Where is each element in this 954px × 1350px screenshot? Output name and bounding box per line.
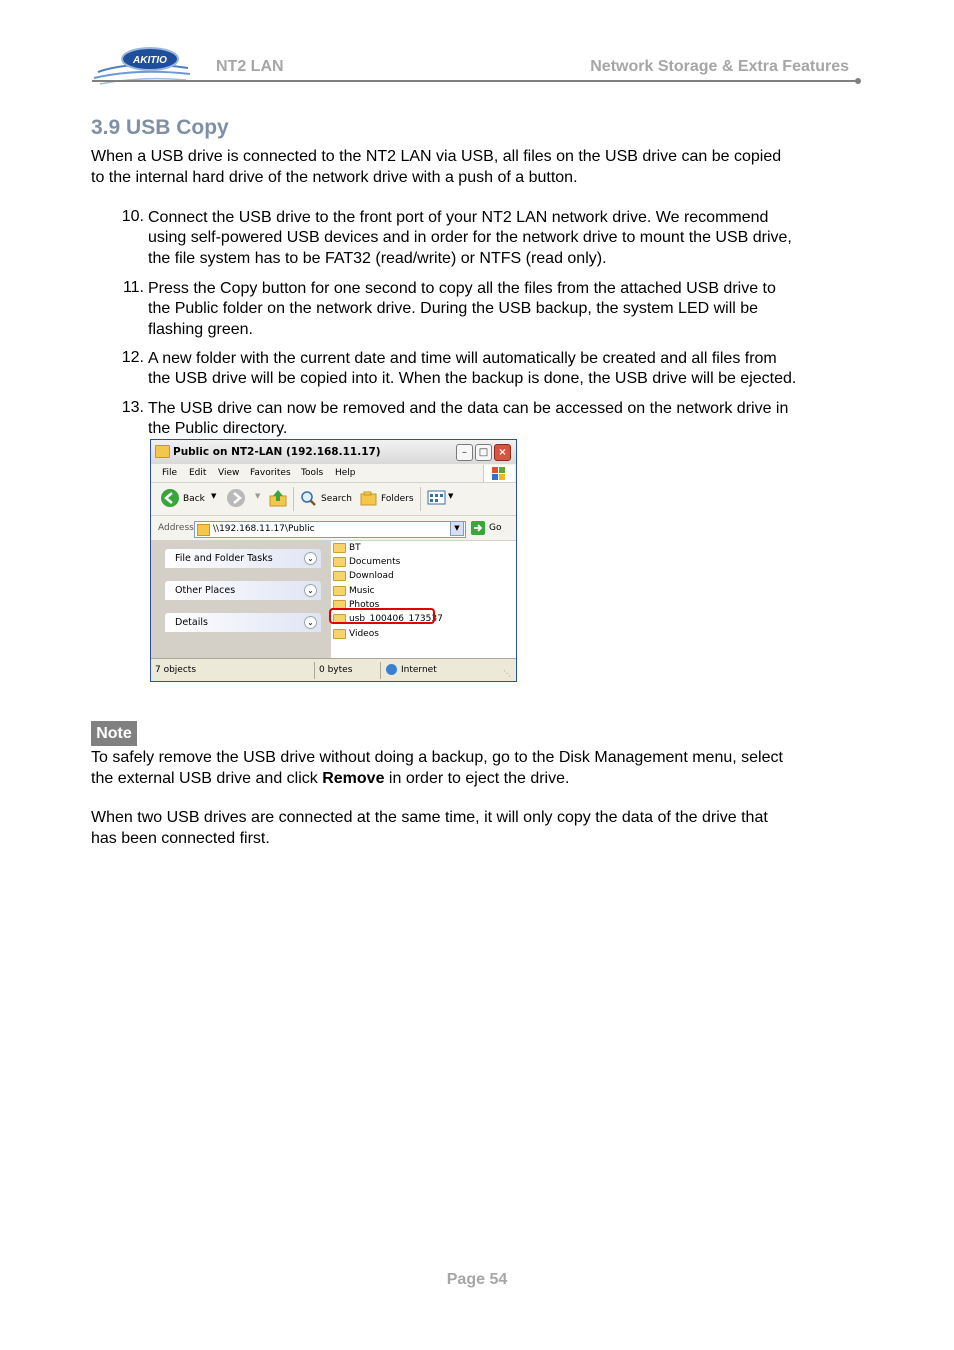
highlight-circle [329,608,435,624]
chevron-down-icon[interactable]: ⌄ [304,616,317,629]
list-item[interactable] [333,541,361,555]
intro-line: When a USB drive is connected to the NT2 LAN via USB, all files on the USB drive can be copied [91,148,782,165]
folder-icon [333,571,346,581]
file-name: Download [349,571,394,581]
address-value: \\192.168.11.17\Public [213,524,315,534]
step-line: The USB drive can now be removed and the data can be accessed on the network drive in [148,400,789,417]
file-name: Music [349,586,375,596]
address-dropdown-icon[interactable]: ▼ [450,521,464,536]
file-name: BT [349,543,361,553]
task-label: Details [175,617,208,628]
toolbar-separator [420,487,421,511]
chevron-down-icon[interactable]: ⌄ [304,552,317,565]
logo-text: AKITIO [133,55,167,66]
file-name: Videos [349,629,379,639]
section-title: 3.9 USB Copy [91,116,229,139]
globe-icon [386,664,397,675]
file-name: Documents [349,557,401,567]
note-line: When two USB drives are connected at the same time, it will only copy the data of the drive that [91,809,768,826]
views-dropdown-icon[interactable]: ▼ [448,492,454,500]
menu-view[interactable]: View [218,468,240,478]
folder-icon [333,543,346,553]
folders-icon[interactable] [359,489,379,507]
list-item[interactable] [333,584,375,598]
step-line: flashing green. [148,320,253,338]
header [0,0,954,100]
note-line [91,769,881,790]
resize-grip-icon[interactable]: ⋱ [503,669,511,678]
header-section: Network Storage & Extra Features [590,58,849,75]
menu-file[interactable]: File [162,468,178,478]
task-other-places[interactable] [165,581,321,600]
intro-paragraph [91,147,871,188]
step-number: 13. [121,399,144,416]
step-line: Press the Copy button for one second to copy all the files from the attached USB drive to [148,280,776,297]
menu-tools[interactable]: Tools [301,468,324,478]
status-divider [380,662,381,679]
task-details[interactable] [165,613,321,632]
back-arrow-icon[interactable] [161,489,179,507]
task-label: File and Folder Tasks [175,553,273,564]
menu-favorites[interactable]: Favorites [250,468,291,478]
step-line: the Public folder on the network drive. During the USB backup, the system LED will be [148,300,759,318]
step-line: the file system has to be FAT32 (read/write) or NTFS (read only). [148,249,607,267]
list-item[interactable] [333,569,394,583]
windows-flag-icon [483,465,514,482]
go-button-label[interactable]: Go [489,523,502,533]
step-number: 10. [121,208,144,225]
menu-bar [151,464,516,483]
search-button-label[interactable]: Search [321,494,352,504]
menu-edit[interactable]: Edit [189,468,207,478]
forward-arrow-icon[interactable] [227,489,245,507]
minimize-button[interactable]: – [456,444,473,461]
go-arrow-icon[interactable] [471,521,485,535]
views-icon[interactable] [427,490,447,506]
network-folder-icon [197,524,210,536]
step-number: 11. [122,279,144,296]
status-size: 0 bytes [319,665,353,675]
chevron-down-icon[interactable]: ⌄ [304,584,317,597]
title-bar [151,440,516,465]
step-line: the USB drive will be copied into it. When the backup is done, the USB drive will be ejected. [148,370,797,388]
step-text [148,399,868,440]
status-zone: Internet [401,665,437,675]
folder-icon [333,557,346,567]
status-divider [314,662,315,679]
remove-keyword: Remove [322,769,385,787]
forward-dropdown-icon[interactable]: ▼ [255,492,261,500]
task-pane [151,541,331,658]
step-line: using self-powered USB devices and in order for the network drive to mount the USB drive, [148,229,792,247]
task-file-and-folder[interactable] [165,549,321,568]
file-name: Photos [349,600,380,610]
address-bar [151,516,516,541]
step-text [148,208,868,269]
step-text [148,349,888,390]
folders-button-label[interactable]: Folders [381,494,414,504]
toolbar-separator [293,487,294,511]
folder-icon [333,629,346,639]
note-line: To safely remove the USB drive without doing a backup, go to the Disk Management menu, select [91,749,783,766]
note-paragraph-1 [91,748,881,789]
task-label: Other Places [175,585,236,596]
window-title: Public on NT2-LAN (192.168.11.17) [173,446,381,458]
note-line: has been connected first. [91,829,270,847]
step-line: Connect the USB drive to the front port of your NT2 LAN network drive. We recommend [148,209,769,226]
note-badge: Note [91,721,137,746]
address-input[interactable] [194,521,466,538]
list-item[interactable] [333,627,379,641]
explorer-window [150,439,517,682]
status-bar [151,658,516,682]
note-text: in order to eject the drive. [384,769,570,787]
search-icon[interactable] [299,489,317,507]
step-number: 12. [121,349,144,366]
maximize-button[interactable]: □ [475,444,492,461]
note-text: the external USB drive and click [91,769,323,787]
file-name: usb_100406_173537 [349,614,443,624]
address-label: Address [158,523,194,533]
header-product: NT2 LAN [216,58,284,75]
intro-line: to the internal hard drive of the network drive with a push of a button. [91,168,578,186]
folder-icon [155,445,170,458]
back-button-label[interactable]: Back [183,494,205,504]
header-rule [92,80,858,82]
status-objects: 7 objects [155,665,197,675]
folder-icon [333,586,346,596]
toolbar [151,483,516,516]
step-line: A new folder with the current date and time will automatically be created and all files from [148,350,777,367]
header-rule-dot [855,78,861,84]
list-item[interactable] [333,555,400,569]
up-folder-icon[interactable] [268,488,288,508]
page-number: Page 54 [446,1271,508,1288]
back-dropdown-icon[interactable]: ▼ [211,492,217,500]
step-text [148,279,868,340]
close-button[interactable]: × [494,444,511,461]
step-line: the Public directory. [148,420,288,438]
file-list [331,541,516,658]
menu-help[interactable]: Help [335,468,356,478]
note-paragraph-2 [91,808,881,849]
